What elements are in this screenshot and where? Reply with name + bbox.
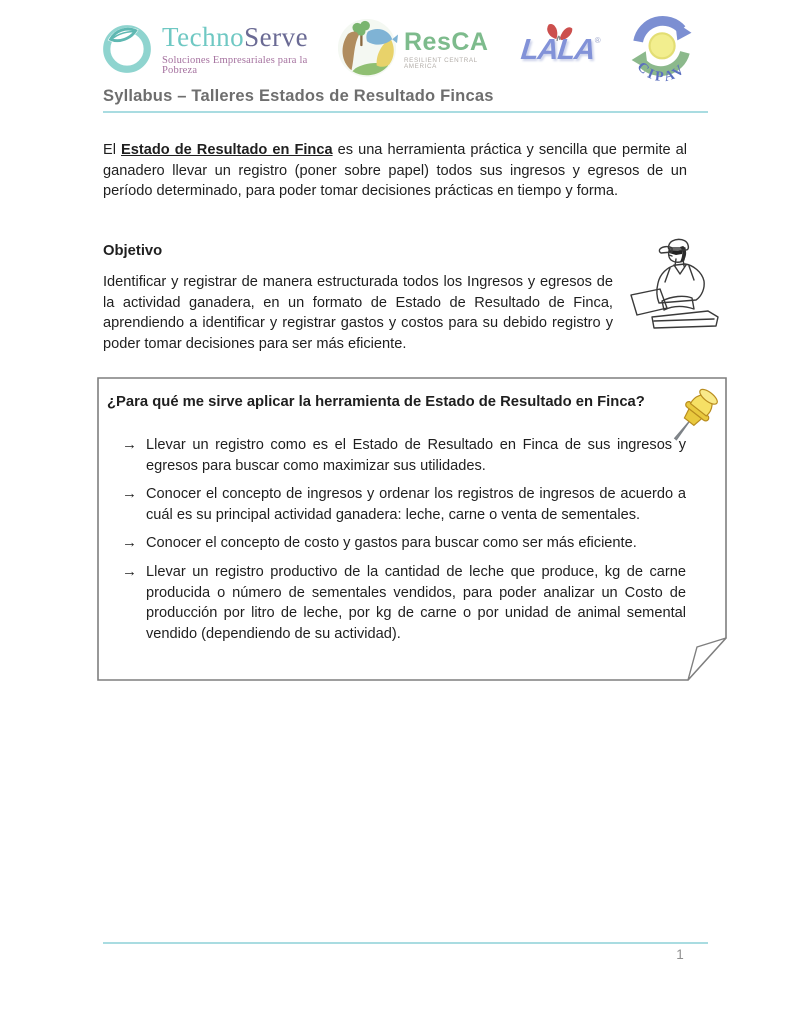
- page-number: 1: [676, 947, 684, 962]
- lala-wordmark: LALA: [519, 33, 597, 66]
- benefits-list: [122, 435, 782, 652]
- benefit-item: [122, 484, 782, 525]
- header-logo-row: [100, 14, 696, 86]
- resca-subtitle: RESILIENT CENTRAL AMERICA: [404, 56, 478, 70]
- benefits-box: [97, 377, 727, 682]
- technoserve-circle-leaf-icon: [100, 20, 154, 81]
- cipav-logo: [626, 11, 696, 90]
- intro-paragraph: [103, 140, 687, 202]
- lala-registered-mark: ®: [594, 35, 601, 45]
- resca-name: ResCA: [404, 27, 489, 56]
- intro-prefix: El: [103, 142, 122, 158]
- benefit-item: [122, 533, 782, 554]
- benefit-item-text: Conocer el concepto de ingresos y ordenar los registros de ingresos de acuerdo a cuál es su principal actividad ganadera: leche, carne o venta de sementales.: [146, 486, 686, 523]
- intro-rest: es una herramienta práctica y sencilla que permite al ganadero llevar un registro (poner sobre papel) todos sus ingresos y egresos de un período determinado, para poder tomar decisiones prácticas en tiempo y forma.: [103, 142, 688, 200]
- benefit-item-text: Llevar un registro como es el Estado de Resultado en Finca de sus ingresos y egresos para buscar como maximizar sus utilidades.: [146, 437, 686, 474]
- page-title: Syllabus – Talleres Estados de Resultado Fincas: [103, 87, 494, 105]
- benefit-item: [122, 435, 782, 476]
- technoserve-logo: [100, 20, 324, 81]
- lala-logo: [508, 33, 614, 66]
- arrow-bullet-icon: →: [122, 534, 137, 552]
- cipav-name: CIPAV: [633, 58, 690, 85]
- technoserve-name-part1: Techno: [162, 21, 245, 52]
- footer-rule: [103, 942, 708, 944]
- svg-text:CIPAV: [634, 58, 690, 84]
- cipav-emblem-icon: [626, 11, 696, 85]
- technoserve-tagline: Soluciones Empresariales para la Pobreza: [162, 54, 308, 76]
- objective-heading: Objetivo: [103, 243, 163, 259]
- arrow-bullet-icon: →: [122, 485, 137, 503]
- resca-emblem-icon: [336, 17, 398, 84]
- title-rule: [103, 111, 708, 113]
- technoserve-wordmark: [162, 21, 324, 77]
- benefit-item-text: Conocer el concepto de costo y gastos para buscar como ser más eficiente.: [146, 535, 637, 552]
- arrow-bullet-icon: →: [122, 436, 137, 453]
- benefit-item-text: Llevar un registro productivo de la cantidad de leche que produce, kg de carne producida o número de sementales vendidos, para poder analizar un Costo de producción por litro de leche, por kg de carne o por unidad de animal semental vendido (dependiendo de su actividad).: [146, 563, 686, 642]
- resca-logo: [336, 17, 496, 84]
- arrow-bullet-icon: →: [122, 562, 137, 580]
- technoserve-name-part2: Serve: [244, 21, 309, 52]
- benefits-box-heading: ¿Para qué me sirve aplicar la herramienta de Estado de Resultado en Finca?: [107, 394, 645, 410]
- resca-wordmark: [404, 27, 496, 71]
- intro-highlight: Estado de Resultado en Finca: [121, 142, 333, 158]
- farmer-clipart-icon: [628, 237, 720, 337]
- objective-paragraph: Identificar y registrar de manera estructurada todos los Ingresos y egresos de la actividad ganadera, en un formato de Estado de Resultado de Finca, aprendiendo a identificar y registrar gastos y costos para su debido registro y poder tomar decisiones para ser más eficiente.: [103, 274, 613, 352]
- benefit-item: [122, 562, 782, 644]
